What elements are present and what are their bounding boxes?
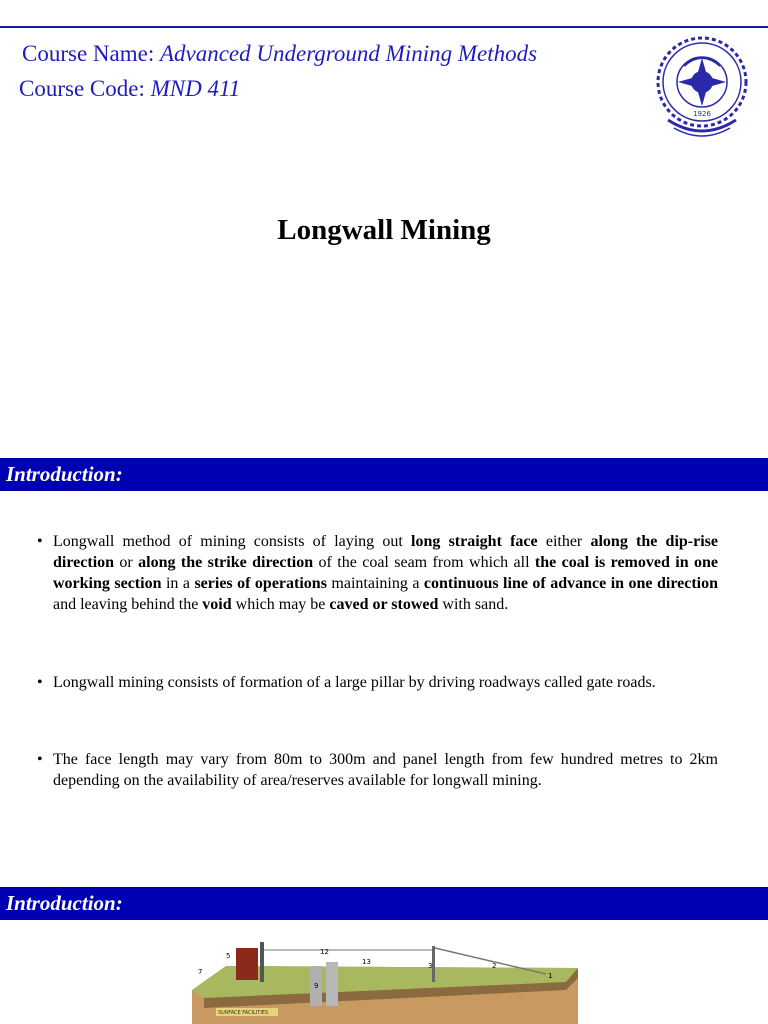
svg-text:3: 3 <box>428 962 433 970</box>
svg-text:9: 9 <box>314 982 319 990</box>
section-heading: Introduction: <box>6 462 123 486</box>
bullet-text: Longwall method of mining consists of laying out long straight face either along the dip-rise direction or along the strike direction of the coal seam from which all the coal is removed in one working section in a series of operations maintaining a continuous line of advance in one direction and leaving behind the void which may be caved or stowed with sand. <box>53 533 719 613</box>
svg-text:12: 12 <box>320 948 329 956</box>
bullet-item <box>37 749 718 791</box>
svg-text:5: 5 <box>226 952 231 960</box>
logo-year: 1926 <box>693 110 711 118</box>
svg-text:SURFACE FACILITIES: SURFACE FACILITIES <box>218 1010 269 1016</box>
institute-logo <box>654 36 750 148</box>
shaft-building <box>236 948 258 980</box>
section-heading: Introduction: <box>6 891 123 915</box>
section-band-introduction <box>0 458 768 491</box>
course-code-value: MND 411 <box>150 76 241 101</box>
section-band-introduction-2 <box>0 887 768 920</box>
bullet-dot: • <box>37 674 43 691</box>
silo <box>326 962 338 1006</box>
bullet-item <box>37 531 718 615</box>
svg-text:7: 7 <box>198 968 203 976</box>
course-name-label: Course Name: <box>22 41 160 66</box>
svg-text:2: 2 <box>492 962 497 970</box>
bullet-dot: • <box>37 533 43 550</box>
bullet-item <box>37 672 718 693</box>
course-code-line <box>19 76 240 102</box>
top-rule <box>0 26 768 28</box>
bullet-dot: • <box>37 751 43 768</box>
course-name-value: Advanced Underground Mining Methods <box>159 41 538 66</box>
svg-text:1: 1 <box>548 972 553 980</box>
bullet-text: Longwall mining consists of formation of a large pillar by driving roadways called gate roads. <box>53 674 656 691</box>
bullet-text: The face length may vary from 80m to 300m and panel length from few hundred metres to 2km depending on the availability of area/reserves available for longwall mining. <box>53 751 718 789</box>
course-name-line <box>22 41 537 67</box>
page-title: Longwall Mining <box>277 214 491 246</box>
longwall-mine-diagram <box>186 938 578 1024</box>
svg-text:13: 13 <box>362 958 371 966</box>
headframe <box>260 942 264 982</box>
course-code-label: Course Code: <box>19 76 151 101</box>
